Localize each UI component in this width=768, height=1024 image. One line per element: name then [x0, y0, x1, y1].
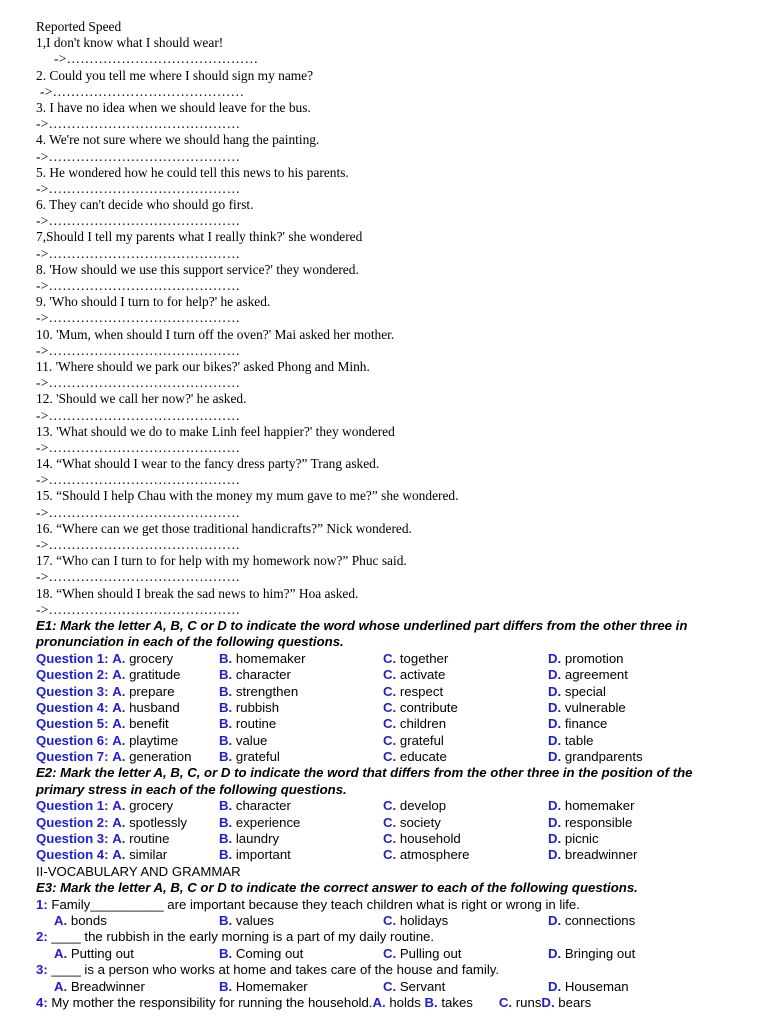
option — [219, 667, 291, 683]
option — [383, 749, 447, 765]
e1-question-list — [36, 651, 736, 766]
option-letter: D. — [548, 732, 562, 748]
option-letter: B. — [219, 749, 233, 765]
question-text: 14. “What should I wear to the fancy dress party?” Trang asked. — [36, 456, 380, 472]
worksheet-title: Reported Speed — [36, 19, 122, 34]
option-letter: B. — [424, 995, 438, 1010]
option-text: rubbish — [235, 699, 280, 715]
option-text: atmosphere — [399, 847, 470, 863]
option — [219, 847, 291, 863]
option — [383, 847, 470, 863]
option-letter: D. — [548, 667, 562, 683]
option-letter: B. — [219, 978, 233, 994]
option — [548, 798, 635, 814]
option — [36, 831, 169, 847]
option — [219, 946, 303, 962]
option — [36, 700, 180, 716]
answer-line[interactable]: ->…………………………………… — [36, 601, 241, 617]
option — [219, 684, 298, 700]
e2-instruction: E2: Mark the letter A, B, C, or D to indicate the word that differs from the other three in the position of the primary stress in each of the following questions. — [36, 765, 693, 797]
question-text: 12. 'Should we call her now?' he asked. — [36, 391, 247, 407]
option-text: takes — [437, 995, 473, 1010]
option — [383, 913, 448, 929]
option-letter: B. — [219, 798, 233, 814]
option-letter: D. — [548, 798, 562, 814]
option-text: grateful — [399, 732, 444, 748]
option-letter: A. — [112, 699, 126, 715]
option — [219, 798, 291, 814]
question-label: Question 4: — [36, 699, 109, 715]
option-letter: A. — [372, 995, 386, 1010]
question-label: Question 3: — [36, 683, 109, 699]
question-row — [36, 667, 736, 683]
option-text: together — [399, 650, 449, 666]
option-text: contribute — [399, 699, 458, 715]
answer-line[interactable]: ->…………………………………… — [36, 342, 241, 358]
option-letter: D. — [548, 831, 562, 847]
option-letter: D. — [548, 814, 562, 830]
option-text: Houseman — [564, 978, 629, 994]
option-letter: B. — [219, 732, 233, 748]
option-text: runs — [512, 995, 542, 1010]
option — [54, 979, 145, 995]
answer-line[interactable]: ->…………………………………… — [36, 504, 241, 520]
option-text: values — [235, 913, 274, 929]
option-letter: C. — [383, 831, 397, 847]
option-letter: D. — [548, 683, 562, 699]
option-letter: A. — [112, 683, 126, 699]
option-text: Coming out — [235, 945, 304, 961]
option — [219, 749, 280, 765]
option — [548, 913, 635, 929]
option-letter: A. — [112, 650, 126, 666]
answer-line[interactable]: ->…………………………………… — [36, 180, 241, 196]
answer-line[interactable]: ->…………………………………… — [36, 310, 241, 326]
question-label: Question 7: — [36, 749, 109, 765]
option-letter: A. — [112, 667, 126, 683]
option-letter: B. — [219, 699, 233, 715]
question-text: 11. 'Where should we park our bikes?' asked Phong and Minh. — [36, 358, 370, 374]
option — [548, 684, 606, 700]
option-letter: D. — [548, 847, 562, 863]
option-text: household — [399, 831, 461, 847]
question-label: Question 2: — [36, 814, 109, 830]
answer-line[interactable]: ->…………………………………… — [36, 537, 241, 552]
option-letter: D. — [548, 749, 562, 765]
option-letter: A. — [112, 814, 126, 830]
question-text: ____ the rubbish in the early morning is a part of my daily routine. — [47, 929, 435, 945]
answer-line[interactable]: ->…………………………………… — [36, 278, 241, 293]
section-heading: II-VOCABULARY AND GRAMMAR — [36, 863, 241, 879]
option-letter: D. — [548, 978, 562, 994]
option — [548, 847, 637, 863]
option-letter: C. — [383, 716, 397, 732]
question-label: Question 2: — [36, 667, 109, 683]
question-label: Question 4: — [36, 847, 109, 863]
option-text: important — [235, 847, 291, 863]
question-text: 3. I have no idea when we should leave for the bus. — [36, 99, 311, 115]
option-letter: B. — [219, 667, 233, 683]
option-letter: B. — [219, 847, 233, 863]
question-text: 16. “Where can we get those traditional handicrafts?” Nick wondered. — [36, 520, 412, 536]
option-text: responsible — [564, 814, 633, 830]
option-text: activate — [399, 667, 446, 683]
option-text: connections — [564, 913, 636, 929]
option — [219, 979, 308, 995]
option-text: educate — [399, 749, 447, 765]
option-letter: A. — [112, 847, 126, 863]
option-letter: B. — [219, 831, 233, 847]
question-text: Family__________ are important because they teach children what is right or wrong in life. — [47, 896, 580, 912]
option-text: breadwinner — [564, 847, 638, 863]
answer-line[interactable]: ->…………………………………… — [36, 213, 241, 229]
e3-question — [36, 897, 736, 913]
option-letter: C. — [498, 995, 513, 1010]
option-letter: D. — [548, 945, 562, 961]
reported-speech-list — [36, 35, 736, 618]
option-text: bonds — [70, 913, 107, 929]
option — [548, 831, 599, 847]
option — [383, 716, 446, 732]
question-row — [36, 815, 736, 831]
answer-line[interactable]: ->…………………………………… — [36, 375, 241, 391]
option-letter: B. — [219, 650, 233, 666]
answer-line[interactable]: ->…………………………………… — [54, 51, 259, 67]
option-text: spotlessly — [129, 814, 187, 830]
option-text: gratitude — [129, 667, 181, 683]
option-row — [36, 946, 736, 962]
option-text: holds — [385, 995, 425, 1010]
option-letter: B. — [219, 814, 233, 830]
option-letter: A. — [54, 913, 68, 929]
option-letter: A. — [112, 798, 126, 814]
option — [383, 684, 443, 700]
question-row — [36, 733, 736, 749]
question-row — [36, 684, 736, 700]
option-text: similar — [129, 847, 168, 863]
option — [219, 700, 279, 716]
question-label: Question 1: — [36, 650, 109, 666]
option-letter: C. — [383, 978, 397, 994]
option-letter: A. — [112, 716, 126, 732]
answer-line[interactable]: ->…………………………………… — [36, 569, 241, 585]
option — [548, 749, 643, 765]
option — [383, 798, 446, 814]
question-number: 3: — [36, 962, 48, 978]
option-text: Breadwinner — [70, 978, 145, 994]
option-text: vulnerable — [564, 699, 626, 715]
option — [219, 716, 276, 732]
option — [219, 831, 279, 847]
option — [219, 733, 267, 749]
question-text: 8. 'How should we use this support service?' they wondered. — [36, 261, 359, 277]
option-letter: A. — [112, 749, 126, 765]
option-text: grocery — [129, 798, 174, 814]
question-text: 17. “Who can I turn to for help with my homework now?” Phuc said. — [36, 553, 407, 569]
option-text: promotion — [564, 650, 624, 666]
option-letter: C. — [383, 847, 397, 863]
option-text: laundry — [235, 831, 280, 847]
question-text: 13. 'What should we do to make Linh feel happier?' they wondered — [36, 423, 395, 439]
answer-line[interactable]: ->…………………………………… — [36, 472, 241, 488]
option-letter: C. — [383, 732, 397, 748]
option-text: character — [235, 667, 291, 683]
question-number: 1: — [36, 896, 48, 912]
answer-line[interactable]: ->…………………………………… — [36, 116, 241, 132]
option-text: respect — [399, 683, 444, 699]
answer-line[interactable]: ->…………………………………… — [36, 439, 241, 455]
option-text: routine — [235, 716, 277, 732]
option-text: homemaker — [564, 798, 635, 814]
question-row — [36, 847, 736, 863]
option-text: society — [399, 814, 441, 830]
option-text: table — [564, 732, 594, 748]
option-text: Servant — [399, 978, 446, 994]
e3-question — [36, 962, 736, 978]
e1-instruction: E1: Mark the letter A, B, C or D to indicate the word whose underlined part differs from the other three in pronunciation in each of the following questions. — [36, 617, 688, 650]
option-letter: C. — [383, 814, 397, 830]
option-text: grandparents — [564, 749, 643, 765]
question-text: 5. He wondered how he could tell this news to his parents. — [36, 164, 349, 180]
option — [54, 946, 134, 962]
option-text: holidays — [399, 913, 449, 929]
worksheet — [36, 19, 736, 1011]
option-letter: C. — [383, 945, 397, 961]
e2-question-list — [36, 798, 736, 864]
option-text: children — [399, 716, 447, 732]
option-letter: D. — [541, 995, 555, 1010]
option-text: prepare — [129, 683, 175, 699]
question-text: 4. We're not sure where we should hang the painting. — [36, 132, 320, 148]
question-text: 9. 'Who should I turn to for help?' he asked. — [36, 294, 271, 310]
option — [36, 651, 173, 667]
option — [219, 815, 300, 831]
option-letter: C. — [383, 749, 397, 765]
option-text: grocery — [129, 650, 174, 666]
option-text: Putting out — [70, 945, 134, 961]
question-row — [36, 716, 736, 732]
option — [36, 749, 191, 765]
option-text: Pulling out — [399, 945, 462, 961]
option-text: generation — [129, 749, 192, 765]
option — [219, 913, 274, 929]
option-text: develop — [399, 798, 447, 814]
option-letter: B. — [219, 913, 233, 929]
question-row — [36, 831, 736, 847]
question-label: Question 1: — [36, 798, 109, 814]
option — [383, 815, 441, 831]
option-text: character — [235, 798, 291, 814]
option-text: Bringing out — [564, 945, 636, 961]
question-number: 2: — [36, 929, 48, 945]
question-text: 2. Could you tell me where I should sign my name? — [36, 67, 314, 83]
option-text: playtime — [129, 732, 179, 748]
option-letter: D. — [548, 699, 562, 715]
option-letter: A. — [54, 978, 68, 994]
question-text: 7,Should I tell my parents what I really think?' she wondered — [36, 229, 363, 245]
option-letter: C. — [383, 913, 397, 929]
option — [219, 651, 306, 667]
option-letter: B. — [219, 716, 233, 732]
option — [548, 733, 593, 749]
option-letter: D. — [548, 716, 562, 732]
option — [36, 798, 173, 814]
option-letter: C. — [383, 650, 397, 666]
question-text: 1,I don't know what I should wear! — [36, 35, 224, 51]
option-letter: C. — [383, 798, 397, 814]
option-text: homemaker — [235, 650, 306, 666]
option — [54, 913, 107, 929]
question-text: My mother the responsibility for running the household. — [47, 995, 373, 1010]
option-text: picnic — [564, 831, 599, 847]
option-letter: A. — [112, 732, 126, 748]
option-text: strengthen — [235, 683, 299, 699]
e3-question-4 — [36, 995, 736, 1011]
e3-question-list — [36, 897, 736, 995]
option-text: husband — [129, 699, 180, 715]
option-text: Homemaker — [235, 978, 308, 994]
option — [383, 667, 445, 683]
option-text: finance — [564, 716, 608, 732]
question-text: 10. 'Mum, when should I turn off the oven?' Mai asked her mother. — [36, 326, 395, 342]
answer-line[interactable]: ->…………………………………… — [40, 83, 245, 99]
option-letter: A. — [54, 945, 68, 961]
question-label: Question 3: — [36, 831, 109, 847]
question-number: 4: — [36, 995, 48, 1010]
e3-instruction: E3: Mark the letter A, B, C or D to indicate the correct answer to each of the following questions. — [36, 880, 638, 896]
option-text: agreement — [564, 667, 628, 683]
option-row — [36, 913, 736, 929]
option-text: value — [235, 732, 268, 748]
option-letter: D. — [548, 650, 562, 666]
option-text: benefit — [129, 716, 169, 732]
question-text: 6. They can't decide who should go first. — [36, 197, 254, 213]
option-text: special — [564, 683, 606, 699]
option — [36, 847, 167, 863]
option — [548, 667, 628, 683]
option — [383, 946, 461, 962]
option — [548, 946, 635, 962]
option-letter: B. — [219, 945, 233, 961]
option — [36, 684, 175, 700]
answer-line[interactable]: ->…………………………………… — [36, 407, 241, 423]
option-text: bears — [554, 995, 592, 1010]
option-row — [36, 979, 736, 995]
option — [548, 815, 632, 831]
option — [383, 651, 448, 667]
option-letter: A. — [112, 831, 126, 847]
option-letter: C. — [383, 667, 397, 683]
option — [36, 815, 187, 831]
answer-line[interactable]: ->…………………………………… — [36, 245, 241, 261]
option — [383, 733, 444, 749]
question-row — [36, 651, 736, 667]
option — [36, 733, 178, 749]
question-text: 18. “When should I break the sad news to him?” Hoa asked. — [36, 585, 359, 601]
e3-question — [36, 929, 736, 945]
question-row — [36, 700, 736, 716]
question-text: ____ is a person who works at home and takes care of the house and family. — [47, 962, 500, 978]
answer-line[interactable]: ->…………………………………… — [36, 148, 241, 164]
option — [548, 651, 624, 667]
option-text: routine — [129, 831, 170, 847]
option-letter: C. — [383, 699, 397, 715]
option-letter: B. — [219, 683, 233, 699]
option — [36, 667, 180, 683]
option — [383, 831, 461, 847]
option — [383, 700, 458, 716]
question-text: 15. “Should I help Chau with the money my mum gave to me?” she wondered. — [36, 488, 459, 504]
question-row — [36, 798, 736, 814]
option-letter: C. — [383, 683, 397, 699]
option-text: experience — [235, 814, 301, 830]
option — [36, 716, 169, 732]
option — [548, 700, 626, 716]
question-label: Question 6: — [36, 732, 109, 748]
option-letter: D. — [548, 913, 562, 929]
question-label: Question 5: — [36, 716, 109, 732]
question-row — [36, 749, 736, 765]
option — [548, 979, 629, 995]
option-text: grateful — [235, 749, 280, 765]
option — [548, 716, 607, 732]
option — [383, 979, 445, 995]
